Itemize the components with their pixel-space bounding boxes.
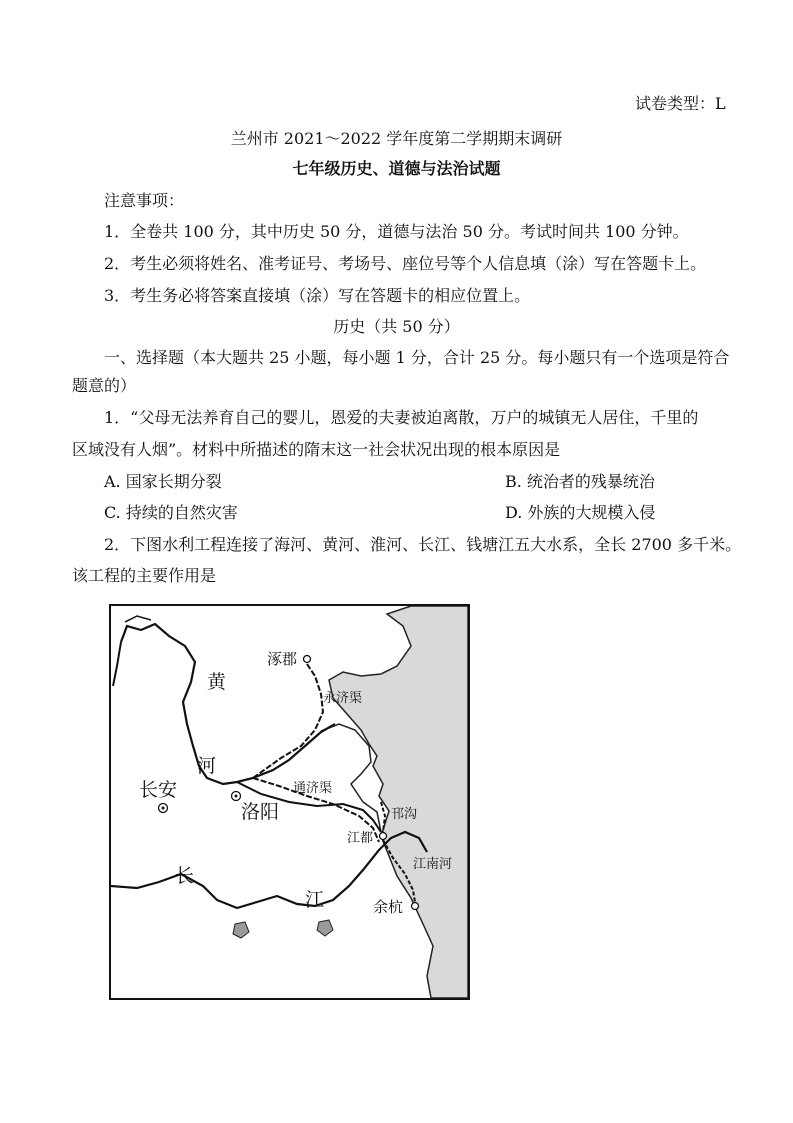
jiangdu-marker [380,833,387,840]
label-changan: 长安 [139,779,178,801]
label-he: 河 [197,755,217,777]
notice-heading: 注意事项： [104,191,185,210]
exam-title-line2: 七年级历史、道德与法治试题 [292,159,501,178]
section-title: 历史（共 50 分） [333,317,460,336]
label-luoyang: 洛阳 [241,801,280,823]
label-zhuojun: 涿郡 [267,650,298,668]
grand-canal-map [109,604,470,1000]
q1-stem-line1: 1．“父母无法养育自己的婴儿，恩爱的夫妻被迫离散，万户的城镇无人居住，千里的 [104,408,699,427]
northwest-border [125,616,151,622]
changan-marker-dot [162,807,165,810]
label-jiang: 江 [305,889,325,911]
yellow-river [121,624,335,784]
part1-line1: 一、选择题（本大题共 25 小题，每小题 1 分，合计 25 分。每小题只有一个选项是符合 [104,348,730,367]
hangou-canal [381,802,385,832]
q1-option-c: C. 持续的自然灾害 [104,503,238,522]
exam-title-line1: 兰州市 2021～2022 学年度第二学期期末调研 [230,129,563,148]
label-yongjiqu: 永济渠 [323,691,363,706]
exam-type: 试卷类型：L [635,94,726,113]
q2-stem-line2: 该工程的主要作用是 [72,566,217,585]
notice-item-3: 3．考生务必将答案直接填（涂）写在答题卡的相应位置上。 [104,286,531,305]
lake-1 [233,922,249,938]
label-yuhang: 余杭 [373,898,404,916]
label-chang: 长 [175,865,195,887]
luoyang-marker-dot [235,795,238,798]
yuhang-marker [412,903,419,910]
label-hangou: 邗沟 [391,807,418,822]
notice-item-1: 1．全卷共 100 分，其中历史 50 分，道德与法治 50 分。考试时间共 100 分钟。 [104,222,689,241]
label-jiangnanhe: 江南河 [413,857,453,872]
part1-line2: 题意的） [72,376,137,395]
q1-option-a: A. 国家长期分裂 [104,472,222,491]
label-tongjiqu: 通济渠 [293,781,333,796]
q1-option-d: D. 外族的大规模入侵 [505,503,656,522]
yangtze-river [111,832,427,908]
lake-2 [317,920,333,936]
q1-stem-line2: 区域没有人烟”。材料中所描述的隋末这一社会状况出现的根本原因是 [72,440,561,459]
q1-option-b: B. 统治者的残暴统治 [505,472,655,491]
q2-stem-line1: 2．下图水利工程连接了海河、黄河、淮河、长江、钱塘江五大水系，全长 2700 多千米。 [104,535,742,554]
notice-item-2: 2．考生必须将姓名、准考证号、考场号、座位号等个人信息填（涂）写在答题卡上。 [104,254,707,273]
label-huang: 黄 [207,671,227,693]
zhuojun-marker [304,656,311,663]
label-jiangdu: 江都 [347,831,374,846]
sea-area [329,606,468,998]
yellow-river-branch [113,642,121,686]
